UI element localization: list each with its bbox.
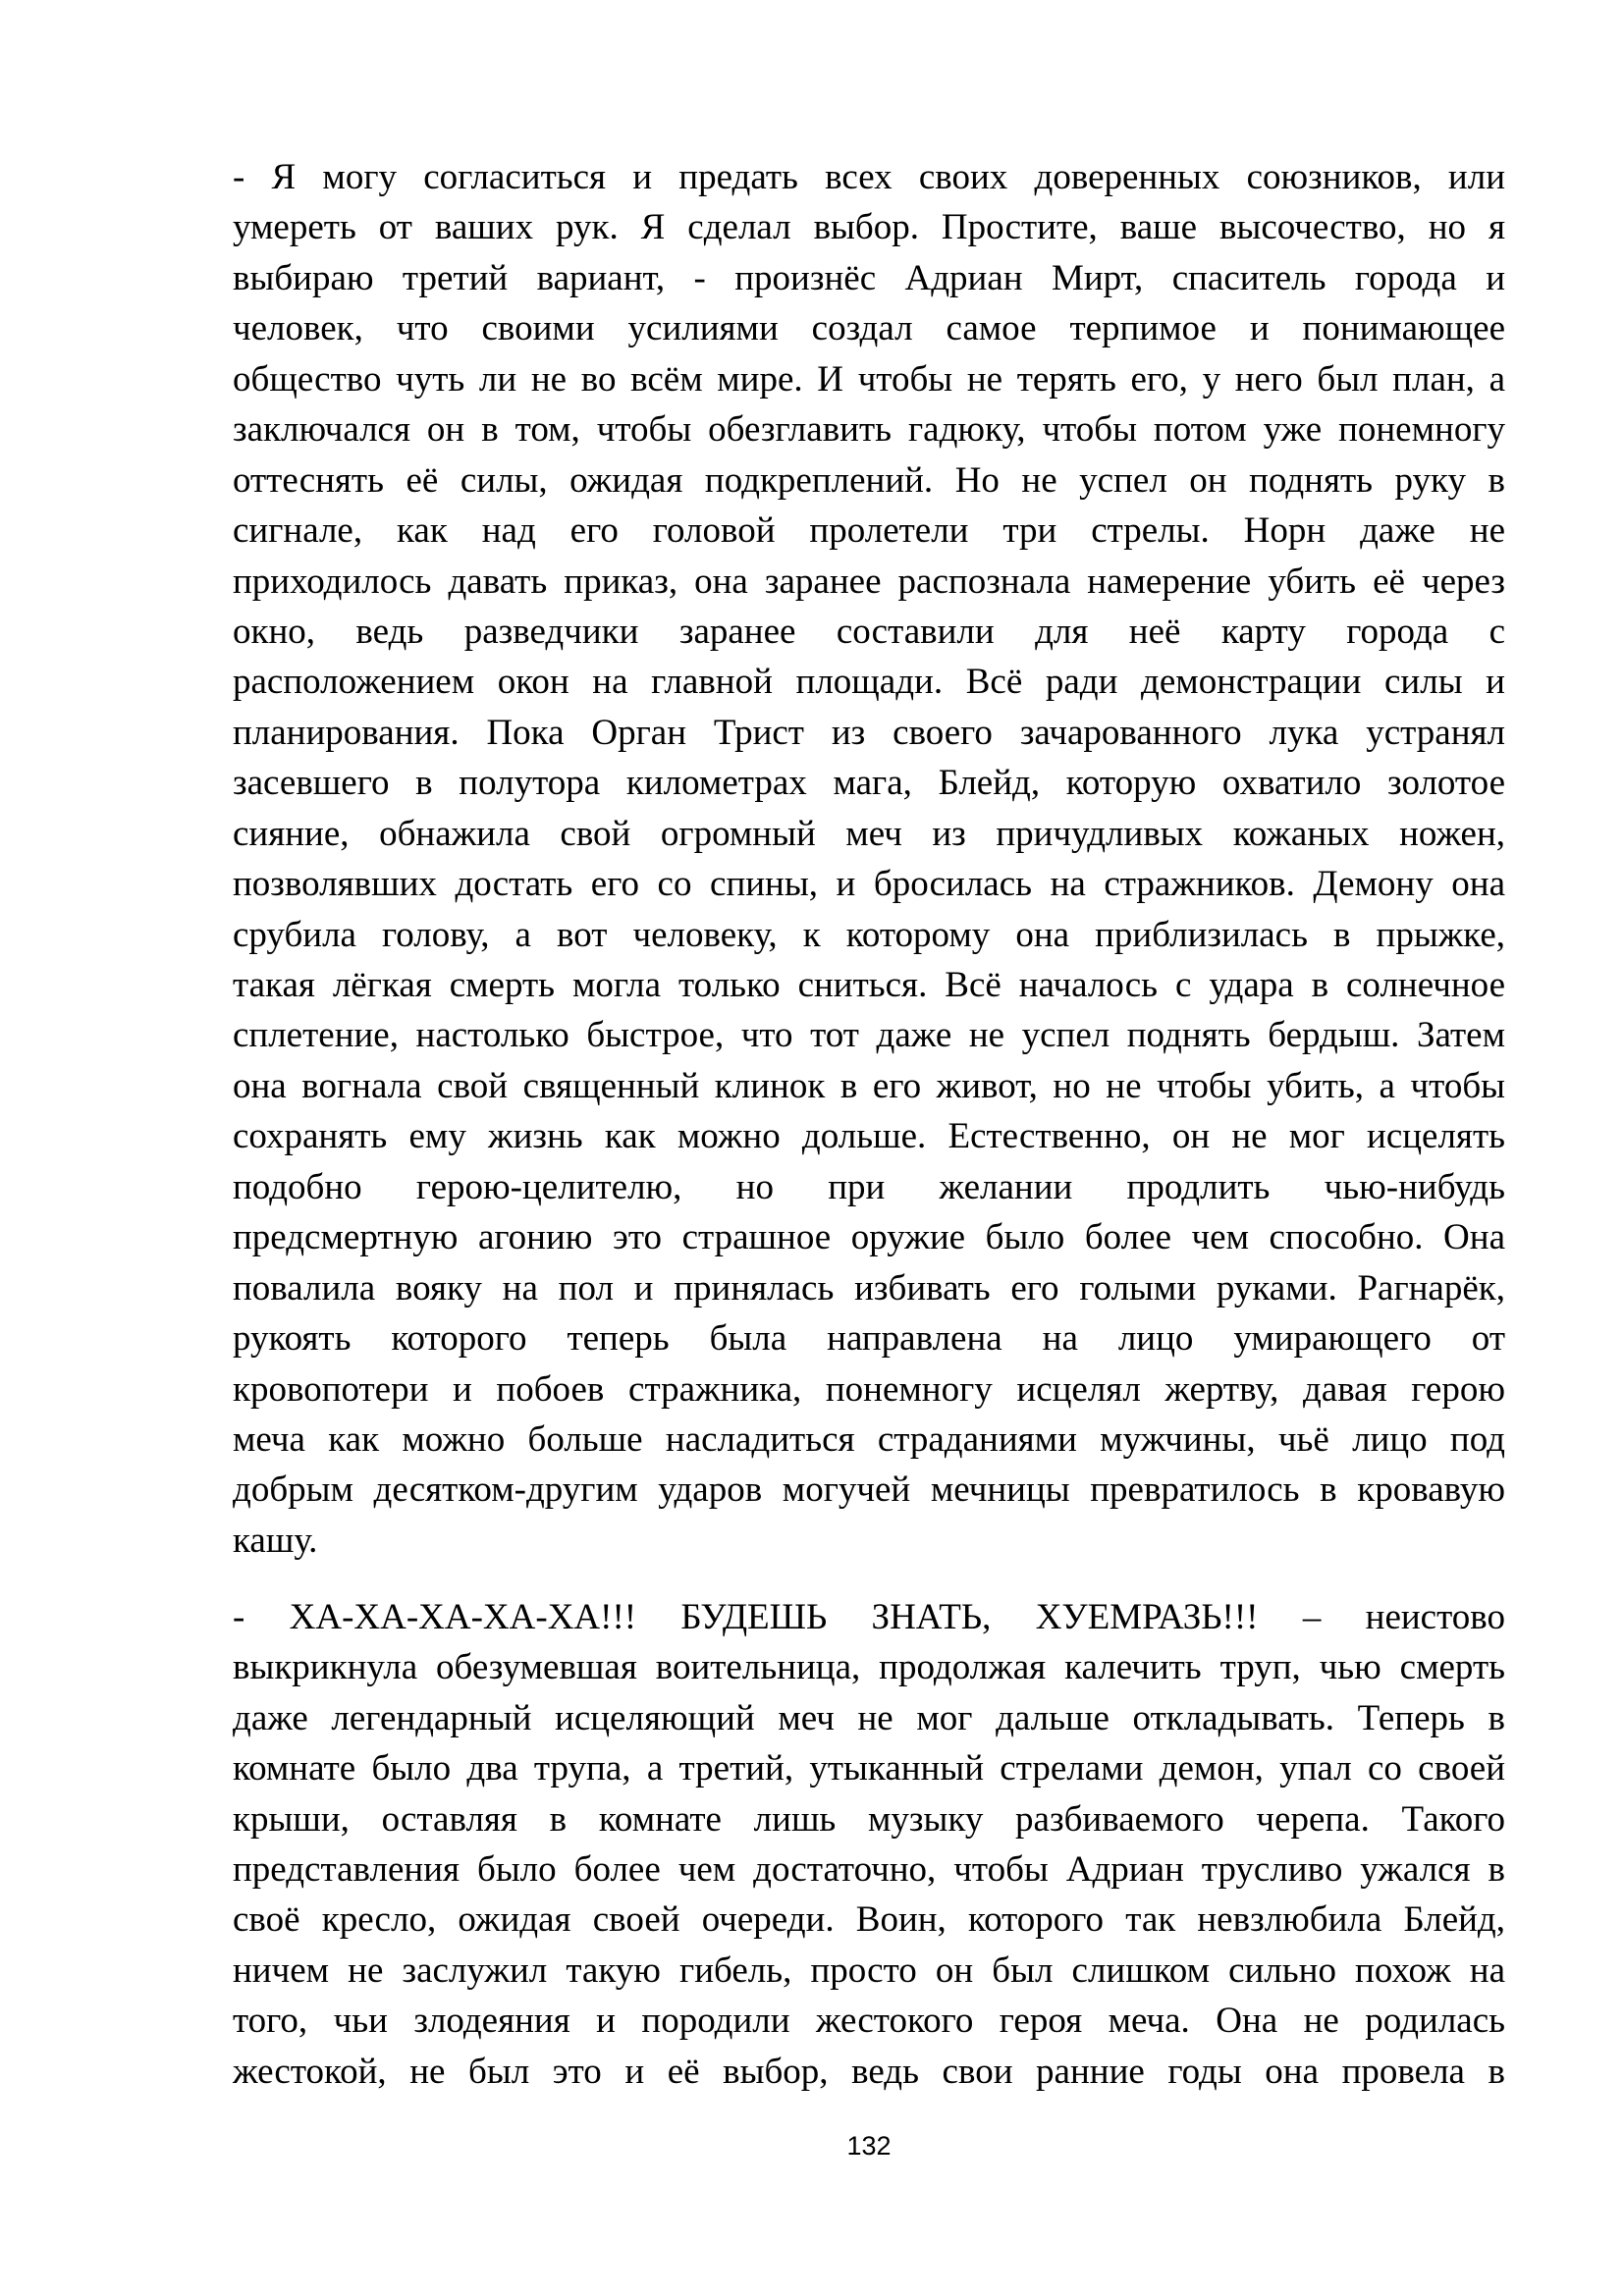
text-line: умереть от ваших рук. Я сделал выбор. Простите, ваше высочество, но я	[233, 207, 1505, 248]
text-line: добрым десятком-другим ударов могучей мечницы превратилось в кровавую	[233, 1469, 1505, 1511]
paragraph-1	[233, 152, 1505, 1566]
text-line: того, чьи злодеяния и породили жестокого героя меча. Она не родилась	[233, 2001, 1505, 2042]
text-line: такая лёгкая смерть могла только сниться. Всё началось с удара в солнечное	[233, 965, 1505, 1005]
text-line: позволявших достать его со спины, и бросилась на стражников. Демону она	[233, 864, 1505, 905]
text-line: она вогнала свой священный клинок в его живот, но не чтобы убить, а чтобы	[233, 1065, 1505, 1106]
text-line: - Я могу согласиться и предать всех своих доверенных союзников, или	[233, 157, 1505, 197]
text-line: рукоять которого теперь была направлена на лицо умирающего от	[233, 1318, 1505, 1360]
text-line: кровопотери и побоев стражника, понемногу исцелял жертву, давая герою	[233, 1368, 1505, 1410]
text-line: заключался он в том, чтобы обезглавить гадюку, чтобы потом уже понемногу	[233, 409, 1505, 451]
text-line: подобно герою-целителю, но при желании продлить чью-нибудь	[233, 1166, 1505, 1207]
paragraph-2	[233, 1592, 1505, 2097]
text-line: кашу.	[233, 1520, 318, 1561]
text-line: сплетение, настолько быстрое, что тот даже не успел поднять бердыш. Затем	[233, 1015, 1505, 1056]
text-line: расположением окон на главной площади. Всё ради демонстрации силы и	[233, 662, 1505, 703]
text-line: предсмертную агонию это страшное оружие было более чем способно. Она	[233, 1217, 1505, 1258]
text-line: сохранять ему жизнь как можно дольше. Естественно, он не мог исцелять	[233, 1116, 1505, 1157]
text-line: планирования. Пока Орган Трист из своего зачарованного лука устранял	[233, 712, 1505, 753]
page-number: 132	[846, 2131, 892, 2161]
text-line: приходилось давать приказ, она заранее распознала намерение убить её через	[233, 561, 1505, 602]
text-line: выбираю третий вариант, - произнёс Адриан Мирт, спаситель города и	[233, 257, 1505, 298]
text-line: ничем не заслужил такую гибель, просто он был слишком сильно похож на	[233, 1949, 1505, 1991]
text-line: срубила голову, а вот человеку, к которому она приблизилась в прыжке,	[233, 914, 1505, 955]
body-text	[233, 152, 1505, 2097]
text-line: своё кресло, ожидая своей очереди. Воин, которого так невзлюбила Блейд,	[233, 1899, 1505, 1941]
text-line: меча как можно больше насладиться страданиями мужчины, чьё лицо под	[233, 1418, 1505, 1460]
text-line: крыши, оставляя в комнате лишь музыку разбиваемого черепа. Такого	[233, 1798, 1505, 1840]
text-line: оттеснять её силы, ожидая подкреплений. Но не успел он поднять руку в	[233, 459, 1505, 501]
text-line: сигнале, как над его головой пролетели три стрелы. Норн даже не	[233, 510, 1505, 552]
text-line: комнате было два трупа, а третий, утыканный стрелами демон, упал со своей	[233, 1748, 1505, 1789]
text-line: повалила вояку на пол и принялась избивать его голыми руками. Рагнарёк,	[233, 1267, 1505, 1308]
text-line: выкрикнула обезумевшая воительница, продолжая калечить труп, чью смерть	[233, 1647, 1505, 1688]
text-line: человек, что своими усилиями создал самое терпимое и понимающее	[233, 308, 1505, 349]
text-line: окно, ведь разведчики заранее составили для неё карту города с	[233, 611, 1505, 652]
text-line: даже легендарный исцеляющий меч не мог дальше откладывать. Теперь в	[233, 1697, 1505, 1738]
text-line: засевшего в полутора километрах мага, Блейд, которую охватило золотое	[233, 763, 1505, 804]
text-line: общество чуть ли не во всём мире. И чтобы не терять его, у него был план, а	[233, 358, 1505, 400]
text-line: сияние, обнажила свой огромный меч из причудливых кожаных ножен,	[233, 813, 1505, 854]
text-line: - ХА-ХА-ХА-ХА-ХА!!! БУДЕШЬ ЗНАТЬ, ХУЕМРАЗЬ!!! – неистово	[233, 1596, 1505, 1637]
text-line: жестокой, не был это и её выбор, ведь свои ранние годы она провела в	[233, 2051, 1505, 2092]
text-line: представления было более чем достаточно, чтобы Адриан трусливо ужался в	[233, 1848, 1505, 1890]
